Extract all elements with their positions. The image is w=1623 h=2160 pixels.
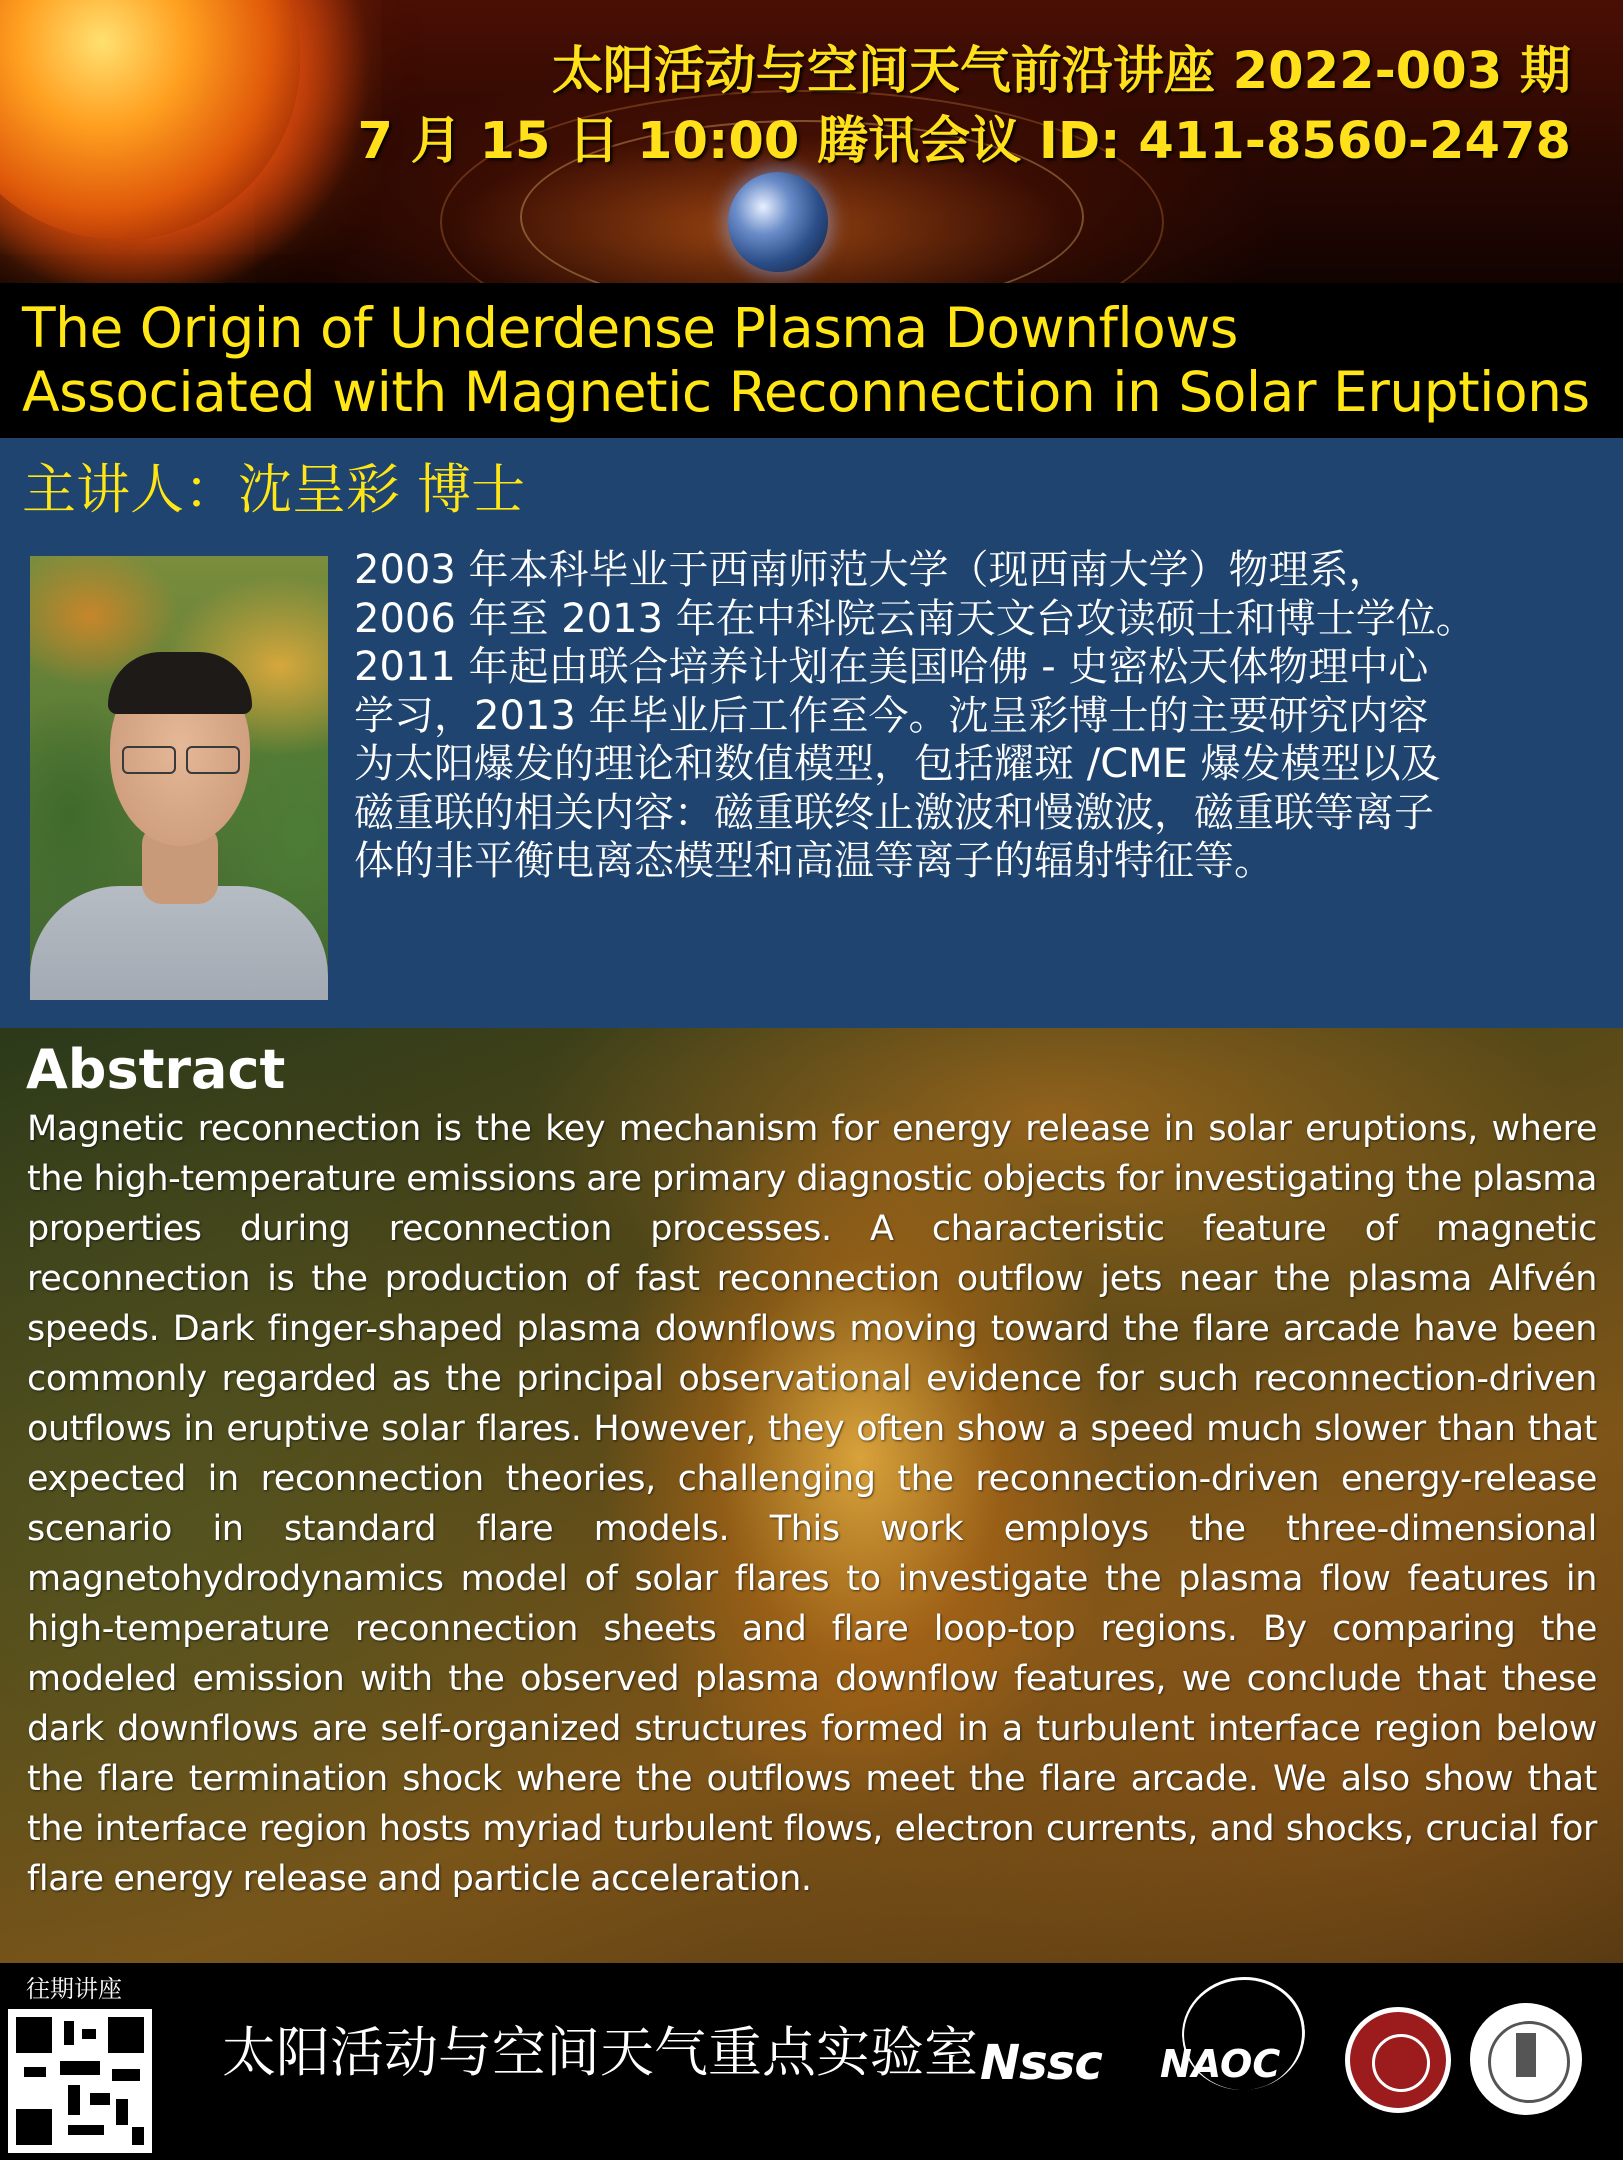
earth-image: [728, 172, 828, 272]
speaker-heading: 主讲人：沈呈彩 博士: [22, 458, 526, 521]
abstract-text: Magnetic reconnection is the key mechanism for energy release in solar eruptions, where the high-temperature emissions are primary diagnostic objects for investigating the plasma properties during reconnection processes. A characteristic feature of magnetic reconnection is the production of fast reconnection outflow jets near the plasma Alfvén speeds. Dark finger-shaped plasma downflows moving toward the flare arcade have been commonly regarded as the principal observational evidence for such reconnection-driven outflows in eruptive solar flares. However, they often show a speed much slower than that expected in reconnection theories, challenging the reconnection-driven energy-release scenario in standard flare models. This work employs the three-dimensional magnetohydrodynamics model of solar flares to investigate the plasma flow features in high-temperature reconnection sheets and flare loop-top regions. By comparing the modeled emission with the observed plasma downflow features, we conclude that these dark downflows are self-organized structures formed in a turbulent interface region below the flare termination shock where the outflows meet the flare arcade. We also show that the interface region hosts myriad turbulent flows, electron currents, and shocks, crucial for flare energy release and particle acceleration.: [27, 1109, 1597, 1899]
bio-line: 2003 年本科毕业于西南师范大学（现西南大学）物理系，: [354, 547, 1389, 593]
bio-line: 2011 年起由联合培养计划在美国哈佛 - 史密松天体物理中心: [354, 644, 1429, 690]
speaker-panel: [0, 438, 1623, 1028]
hit-logo: [1470, 2003, 1582, 2115]
abstract-heading: Abstract: [26, 1038, 286, 1101]
bio-line: 体的非平衡电离态模型和高温等离子的辐射特征等。: [354, 838, 1274, 884]
speaker-photo: [30, 556, 328, 1000]
nssc-logo: Nssc: [980, 2035, 1102, 2091]
past-lectures-label: 往期讲座: [26, 1975, 122, 2003]
talk-title: [0, 283, 1623, 438]
footer: [0, 1963, 1623, 2160]
naoc-logo: NAOC: [1160, 2042, 1281, 2086]
talk-title-line-1: The Origin of Underdense Plasma Downflows: [22, 296, 1238, 360]
lecture-series-title: 太阳活动与空间天气前沿讲座 2022-003 期: [551, 42, 1571, 101]
bio-line: 2006 年至 2013 年在中科院云南天文台攻读硕士和博士学位。: [354, 595, 1476, 642]
lecture-time-meeting-id: 7 月 15 日 10:00 腾讯会议 ID: 411-8560-2478: [357, 112, 1571, 171]
abstract-section: [0, 1028, 1623, 1963]
bio-line: 学习，2013 年毕业后工作至今。沈呈彩博士的主要研究内容: [354, 692, 1429, 739]
lab-name: 太阳活动与空间天气重点实验室: [222, 2021, 978, 2084]
bio-line: 磁重联的相关内容：磁重联终止激波和慢激波，磁重联等离子: [354, 789, 1434, 836]
qr-code-icon[interactable]: [8, 2009, 152, 2153]
sun-image: [0, 0, 300, 240]
speaker-bio: [354, 546, 1604, 886]
peking-university-logo: [1345, 2007, 1451, 2113]
talk-title-line-2: Associated with Magnetic Reconnection in Solar Eruptions: [22, 360, 1590, 424]
bio-line: 为太阳爆发的理论和数值模型，包括耀斑 /CME 爆发模型以及: [354, 741, 1441, 787]
header-banner: [0, 0, 1623, 283]
